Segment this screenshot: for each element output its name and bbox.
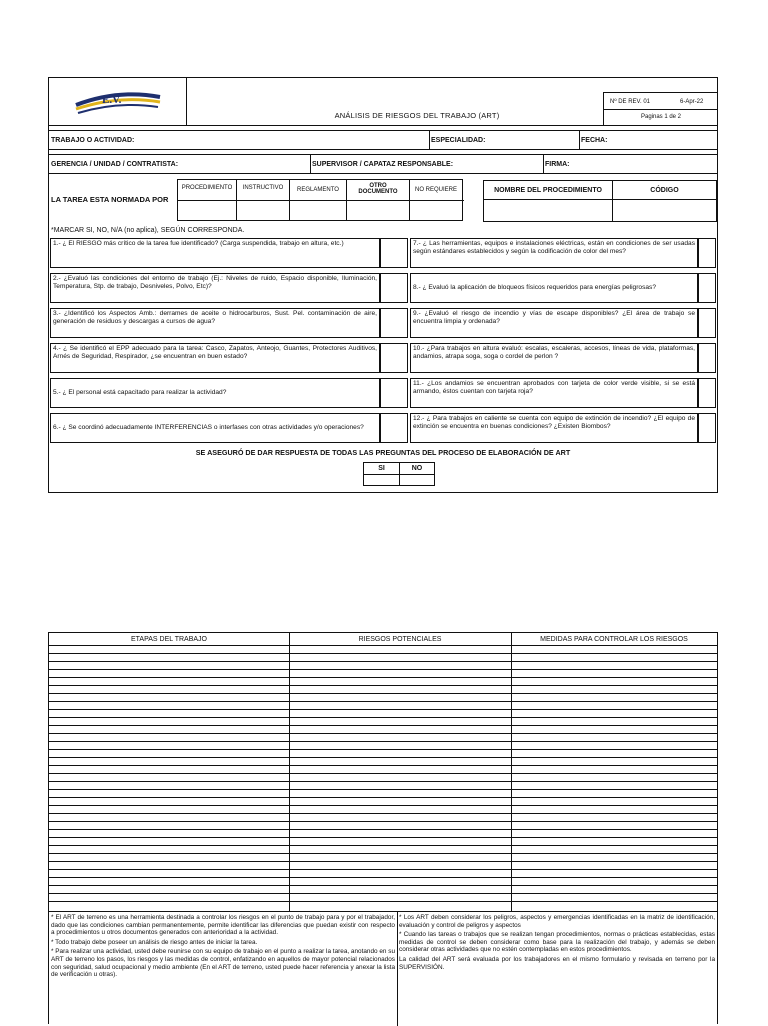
table-row[interactable] <box>49 885 717 893</box>
table-row[interactable] <box>49 717 717 725</box>
table-row[interactable] <box>49 645 717 653</box>
footer-left <box>51 914 395 981</box>
logo-icon <box>72 87 164 117</box>
table-row[interactable] <box>49 693 717 701</box>
nombre-procedimiento-label: NOMBRE DEL PROCEDIMIENTO <box>494 186 602 194</box>
nombre-procedimiento-input[interactable] <box>486 201 610 219</box>
check-otro-documento[interactable] <box>349 202 407 220</box>
check-procedimiento[interactable] <box>180 202 234 220</box>
trabajo-input[interactable] <box>159 131 427 149</box>
check-instructivo[interactable] <box>239 202 287 220</box>
form-title: ANÁLISIS DE RIESGOS DEL TRABAJO (ART) <box>334 111 500 120</box>
trabajo-label: TRABAJO O ACTIVIDAD: <box>51 136 135 144</box>
question-7: 7.- ¿ Las herramientas, equipos e instalaciones eléctricas, están en condiciones de ser usadas según estándares establecidos y según la codificación de color del mes? <box>410 238 698 268</box>
footer-right-3: La calidad del ART será evaluada por los trabajadores en el mismo formulario y revisada en terreno por la SUPERVISIÓN. <box>399 955 715 971</box>
table-row[interactable] <box>49 653 717 661</box>
question-4: 4.- ¿ Se identificó el EPP adecuado para la tarea: Casco, Zapatos, Anteojo, Guantes, Protectores Auditivos, Arnés de Seguridad, Respirador, ¿se encuentran en buen estado? <box>50 343 380 373</box>
footer-right <box>399 914 715 973</box>
question-12: 12.- ¿ Para trabajos en caliente se cuenta con equipo de extinción de incendio? ¿El equipo de extinción se encuentra en buenas condiciones? ¿Existen Biombos? <box>410 413 698 443</box>
answer-12[interactable] <box>698 413 716 443</box>
gerencia-label: GERENCIA / UNIDAD / CONTRATISTA: <box>51 160 179 168</box>
instruction-text: *MARCAR SI, NO, N/A (no aplica), SEGÚN CORRESPONDA. <box>51 227 245 234</box>
row-gerencia <box>49 154 717 174</box>
option-reglamento: REGLAMENTO <box>297 187 339 193</box>
question-5: 5.- ¿ El personal está capacitado para realizar la actividad? <box>50 378 380 408</box>
confirm-no-check[interactable] <box>401 475 433 484</box>
procedimiento-box <box>483 180 717 222</box>
answer-10[interactable] <box>698 343 716 373</box>
row-normada <box>49 178 717 224</box>
check-reglamento[interactable] <box>292 202 344 220</box>
table-row[interactable] <box>49 837 717 845</box>
table-row[interactable] <box>49 757 717 765</box>
table-row[interactable] <box>49 877 717 885</box>
footer-left-2: * Todo trabajo debe poseer un análisis de riesgo antes de iniciar la tarea. <box>51 938 258 946</box>
table-row[interactable] <box>49 709 717 717</box>
fecha-input[interactable] <box>611 131 715 149</box>
header-etapas: ETAPAS DEL TRABAJO <box>131 635 207 643</box>
table-row[interactable] <box>49 661 717 669</box>
table-row[interactable] <box>49 789 717 797</box>
especialidad-label: ESPECIALIDAD: <box>431 136 486 144</box>
form-header <box>49 78 717 126</box>
option-no-requiere: NO REQUIERE <box>414 187 457 193</box>
answer-6[interactable] <box>380 413 408 443</box>
table-row[interactable] <box>49 733 717 741</box>
fecha-label: FECHA: <box>581 136 608 144</box>
table-row[interactable] <box>49 821 717 829</box>
option-procedimiento: PROCEDIMIENTO <box>181 185 233 191</box>
table-row[interactable] <box>49 797 717 805</box>
answer-4[interactable] <box>380 343 408 373</box>
table-row[interactable] <box>49 869 717 877</box>
table-row[interactable] <box>49 813 717 821</box>
supervisor-label: SUPERVISOR / CAPATAZ RESPONSABLE: <box>312 160 454 168</box>
footer-left-1: * El ART de terreno es una herramienta destinada a controlar los riesgos en el punto de trabajo para y por el trabajador, dado que las condiciones cambian permanentemente, permite identificar las diferencias que puedan existir con respecto a procedimientos u otros documentos generados con anterioridad a la actividad. <box>51 914 395 937</box>
table-row[interactable] <box>49 741 717 749</box>
table-row[interactable] <box>49 829 717 837</box>
table-row[interactable] <box>49 805 717 813</box>
check-no-requiere[interactable] <box>412 202 460 220</box>
question-1: 1.- ¿ El RIESGO más crítico de la tarea fue identificado? (Carga suspendida, trabajo en altura, etc.) <box>50 238 380 268</box>
question-6: 6.- ¿ Se coordinó adecuadamente INTERFERENCIAS o interfases con otras actividades y/o operaciones? <box>50 413 380 443</box>
firma-input[interactable] <box>575 155 715 173</box>
header-medidas: MEDIDAS PARA CONTROLAR LOS RIESGOS <box>540 635 688 643</box>
header-riesgos: RIESGOS POTENCIALES <box>358 635 442 643</box>
footer-left-3: * Para realizar una actividad, usted debe reunirse con su equipo de trabajo en el punto a realizar la tarea, anotando en su ART de terreno los pasos, los riesgos y las medidas de control, enfatizando en aquellos de mayor potencial relacionados con seguridad, salud ocupacional y medio ambiente (En el ART de terreno, usted puede hacer referencia y anexar la lista de verificación u otras). <box>51 948 395 979</box>
logo-text: E.V. <box>101 93 121 106</box>
answer-9[interactable] <box>698 308 716 338</box>
table-row[interactable] <box>49 893 717 901</box>
firma-label: FIRMA: <box>545 160 570 168</box>
table-row[interactable] <box>49 701 717 709</box>
revision-date: 6-Apr-22 <box>680 99 704 105</box>
revision-number: Nº DE REV. 01 <box>610 99 650 105</box>
question-10: 10.- ¿Para trabajos en altura evaluó: escalas, escaleras, accesos, líneas de vida, plataformas, andamios, atrapa soga, soga o cordel de perlon ? <box>410 343 698 373</box>
answer-11[interactable] <box>698 378 716 408</box>
table-row[interactable] <box>49 773 717 781</box>
gerencia-input[interactable] <box>184 155 308 173</box>
normada-label: LA TAREA ESTA NORMADA POR <box>51 194 169 204</box>
risk-table <box>48 632 718 1024</box>
row-trabajo <box>49 130 717 150</box>
table-row[interactable] <box>49 749 717 757</box>
confirm-si-label: SI <box>378 465 385 472</box>
answer-1[interactable] <box>380 238 408 268</box>
table-row[interactable] <box>49 685 717 693</box>
footer-right-1: * Los ART deben considerar los peligros, aspectos y emergencias identificadas en la matriz de identificación, evaluación y control de peligros y aspectos <box>399 914 715 929</box>
question-11: 11.- ¿Los andamios se encuentran aprobados con tarjeta de color verde visible, si se está armando, éstos cuentan con tarjeta roja? <box>410 378 698 408</box>
page-count: Paginas 1 de 2 <box>640 114 682 120</box>
confirm-si-no <box>363 462 435 486</box>
answer-5[interactable] <box>380 378 408 408</box>
supervisor-input[interactable] <box>459 155 541 173</box>
question-2: 2.- ¿Evaluó las condiciones del entorno de trabajo (Ej.: Niveles de ruido, Espacio disponible, Iluminación, Temperatura, Stp. de trabajo, Desniveles, Polvo, Etc)? <box>50 273 380 303</box>
codigo-input[interactable] <box>615 201 714 219</box>
table-row[interactable] <box>49 845 717 853</box>
table-row[interactable] <box>49 677 717 685</box>
table-row[interactable] <box>49 901 717 909</box>
answer-2[interactable] <box>380 273 408 303</box>
table-row[interactable] <box>49 781 717 789</box>
question-9: 9.- ¿Evaluó el riesgo de incendio y vías de escape disponibles? ¿El área de trabajo se encuentra limpia y ordenada? <box>410 308 698 338</box>
normada-options <box>177 179 463 221</box>
confirm-si-check[interactable] <box>365 475 398 484</box>
art-form <box>48 77 718 493</box>
table-rows <box>49 645 717 911</box>
footer-notes <box>49 911 717 1025</box>
table-row[interactable] <box>49 765 717 773</box>
answer-3[interactable] <box>380 308 408 338</box>
especialidad-input[interactable] <box>489 131 577 149</box>
answer-7[interactable] <box>698 238 716 268</box>
question-8: 8.- ¿ Evaluó la aplicación de bloqueos físicos requeridos para energías peligrosas? <box>410 273 698 303</box>
codigo-label: CÓDIGO <box>650 186 679 194</box>
company-logo <box>49 78 187 125</box>
option-otro-documento: OTRO DOCUMENTO <box>358 183 398 195</box>
confirm-no-label: NO <box>411 465 423 472</box>
table-row[interactable] <box>49 669 717 677</box>
table-row[interactable] <box>49 725 717 733</box>
option-instructivo: INSTRUCTIVO <box>242 185 284 191</box>
footer-right-2: * Cuando las tareas o trabajos que se realizan tengan procedimientos, normas o prácticas establecidas, estas medidas de control se deben considerar como base para la realización del trabajo, y además se deben considerar otras actividades que no estén contempladas en estos procedimientos. <box>399 931 715 954</box>
confirm-text: SE ASEGURÓ DE DAR RESPUESTA DE TODAS LAS PREGUNTAS DEL PROCESO DE ELABORACIÓN DE ART <box>195 448 571 457</box>
answer-8[interactable] <box>698 273 716 303</box>
question-3: 3.- ¿Identificó los Aspectos Amb.: derrames de aceite o hidrocarburos, Sust. Pel. contaminación de aire, generación de residuos y descargas a cursos de agua? <box>50 308 380 338</box>
table-row[interactable] <box>49 853 717 861</box>
table-row[interactable] <box>49 861 717 869</box>
revision-box <box>603 92 717 125</box>
